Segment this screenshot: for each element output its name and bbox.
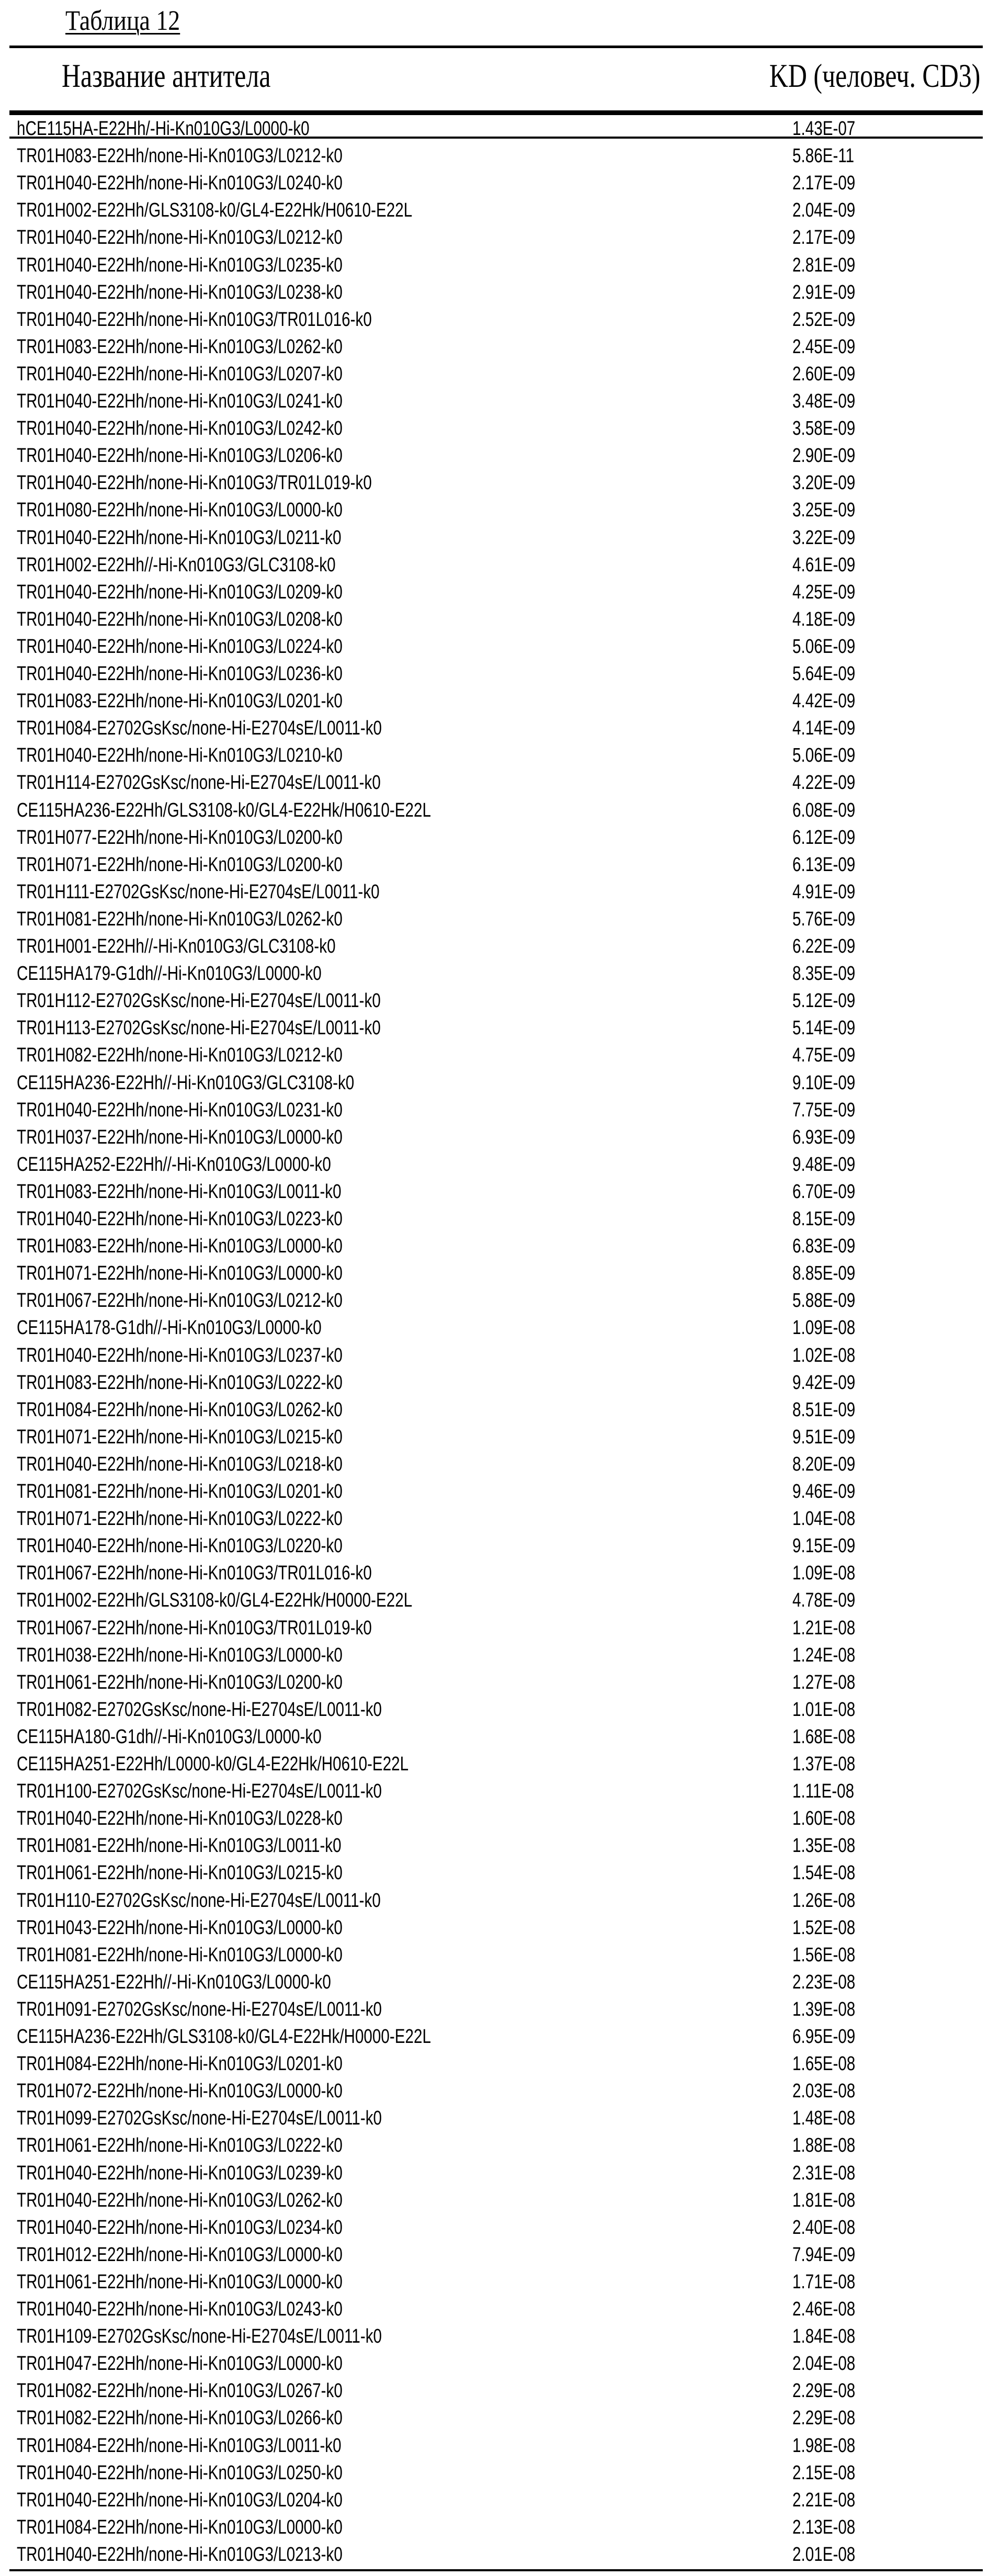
antibody-name: TR01H099-E2702GsKsc/none-Hi-E2704sE/L0011-k0 — [17, 2107, 382, 2130]
table-row — [0, 1178, 988, 1205]
table-row — [0, 1342, 988, 1369]
top-rule — [9, 46, 983, 48]
antibody-name: TR01H040-E22Hh/none-Hi-Kn010G3/L0208-k0 — [17, 608, 343, 631]
kd-value: 3.48E-09 — [792, 390, 855, 413]
table-row — [0, 1532, 988, 1560]
antibody-name: CE115HA251-E22Hh/L0000-k0/GL4-E22Hk/H0610-E22L — [17, 1753, 408, 1776]
table-row — [0, 797, 988, 824]
antibody-name: TR01H081-E22Hh/none-Hi-Kn010G3/L0000-k0 — [17, 1944, 343, 1967]
table-row — [0, 906, 988, 933]
kd-value: 8.20E-09 — [792, 1453, 855, 1476]
table-row — [0, 1451, 988, 1478]
kd-value: 4.91E-09 — [792, 881, 855, 903]
antibody-name: TR01H082-E2702GsKsc/none-Hi-E2704sE/L0011-k0 — [17, 1699, 382, 1721]
kd-value: 1.02E-08 — [792, 1345, 855, 1367]
table-row — [0, 1097, 988, 1124]
table-row — [0, 579, 988, 606]
kd-value: 4.18E-09 — [792, 608, 855, 631]
antibody-name: TR01H012-E22Hh/none-Hi-Kn010G3/L0000-k0 — [17, 2244, 343, 2266]
antibody-name: TR01H071-E22Hh/none-Hi-Kn010G3/L0000-k0 — [17, 1262, 343, 1285]
table-row — [0, 360, 988, 388]
antibody-name: TR01H040-E22Hh/none-Hi-Kn010G3/L0231-k0 — [17, 1099, 343, 1122]
antibody-name: TR01H082-E22Hh/none-Hi-Kn010G3/L0266-k0 — [17, 2407, 343, 2430]
kd-value: 9.42E-09 — [792, 1372, 855, 1394]
antibody-name: TR01H084-E22Hh/none-Hi-Kn010G3/L0011-k0 — [17, 2435, 342, 2457]
antibody-name: TR01H001-E22Hh//-Hi-Kn010G3/GLC3108-k0 — [17, 935, 336, 958]
table-row — [0, 1124, 988, 1151]
antibody-name: TR01H040-E22Hh/none-Hi-Kn010G3/L0207-k0 — [17, 363, 343, 386]
kd-value: 5.64E-09 — [792, 663, 855, 685]
antibody-name: TR01H040-E22Hh/none-Hi-Kn010G3/L0211-k0 — [17, 527, 342, 549]
antibody-name: CE115HA178-G1dh//-Hi-Kn010G3/L0000-k0 — [17, 1317, 322, 1339]
antibody-name: TR01H083-E22Hh/none-Hi-Kn010G3/L0000-k0 — [17, 1235, 343, 1258]
kd-value: 1.98E-08 — [792, 2435, 855, 2457]
antibody-name: TR01H071-E22Hh/none-Hi-Kn010G3/L0222-k0 — [17, 1508, 343, 1530]
table-row — [0, 469, 988, 496]
table-row — [0, 1696, 988, 1723]
kd-value: 1.60E-08 — [792, 1807, 855, 1830]
antibody-name: TR01H040-E22Hh/none-Hi-Kn010G3/L0243-k0 — [17, 2298, 343, 2321]
table-row — [0, 1914, 988, 1941]
antibody-name: CE115HA236-E22Hh/GLS3108-k0/GL4-E22Hk/H0610-E22L — [17, 799, 431, 822]
table-row — [0, 1042, 988, 1069]
column-header-kd: KD (человеч. CD3) — [769, 57, 980, 95]
table-row — [0, 1969, 988, 1996]
antibody-name: TR01H083-E22Hh/none-Hi-Kn010G3/L0201-k0 — [17, 690, 343, 713]
kd-value: 4.75E-09 — [792, 1044, 855, 1067]
kd-value: 2.04E-09 — [792, 199, 855, 222]
kd-value: 1.65E-08 — [792, 2053, 855, 2075]
kd-value: 8.15E-09 — [792, 1208, 855, 1230]
table-row — [0, 1151, 988, 1178]
antibody-name: TR01H083-E22Hh/none-Hi-Kn010G3/L0011-k0 — [17, 1181, 342, 1203]
table-row — [0, 2541, 988, 2568]
kd-value: 1.24E-08 — [792, 1644, 855, 1667]
table-row — [0, 333, 988, 360]
table-title: Таблица 12 — [65, 4, 180, 37]
table-row — [0, 224, 988, 251]
table-row — [0, 1669, 988, 1696]
kd-value: 1.84E-08 — [792, 2325, 855, 2348]
antibody-name: TR01H084-E22Hh/none-Hi-Kn010G3/L0262-k0 — [17, 1399, 343, 1421]
table-row — [0, 1614, 988, 1642]
antibody-name: CE115HA180-G1dh//-Hi-Kn010G3/L0000-k0 — [17, 1726, 322, 1748]
antibody-name: TR01H081-E22Hh/none-Hi-Kn010G3/L0011-k0 — [17, 1835, 342, 1857]
antibody-name: CE115HA252-E22Hh//-Hi-Kn010G3/L0000-k0 — [17, 1154, 331, 1176]
table-row — [0, 2459, 988, 2487]
antibody-name: TR01H038-E22Hh/none-Hi-Kn010G3/L0000-k0 — [17, 1644, 343, 1667]
kd-value: 6.83E-09 — [792, 1235, 855, 1258]
table-row — [0, 742, 988, 769]
kd-value: 5.86E-11 — [792, 145, 854, 167]
table-row — [0, 987, 988, 1014]
antibody-name: TR01H081-E22Hh/none-Hi-Kn010G3/L0262-k0 — [17, 908, 343, 931]
antibody-name: TR01H067-E22Hh/none-Hi-Kn010G3/TR01L016-k0 — [17, 1562, 372, 1585]
kd-value: 2.15E-08 — [792, 2462, 855, 2484]
table-row — [0, 769, 988, 796]
table-row — [0, 496, 988, 524]
kd-value: 4.14E-09 — [792, 717, 855, 740]
kd-value: 1.01E-08 — [792, 1699, 855, 1721]
antibody-name: TR01H100-E2702GsKsc/none-Hi-E2704sE/L0011-k0 — [17, 1780, 382, 1803]
table-row — [0, 2023, 988, 2050]
kd-value: 2.45E-09 — [792, 336, 855, 358]
kd-value: 3.20E-09 — [792, 472, 855, 494]
table-row — [0, 170, 988, 197]
table-row — [0, 824, 988, 851]
antibody-name: TR01H061-E22Hh/none-Hi-Kn010G3/L0222-k0 — [17, 2134, 343, 2157]
kd-value: 3.58E-09 — [792, 417, 855, 440]
table-row — [0, 115, 988, 142]
antibody-name: TR01H040-E22Hh/none-Hi-Kn010G3/TR01L019-k0 — [17, 472, 372, 494]
kd-value: 6.13E-09 — [792, 854, 855, 876]
kd-value: 3.25E-09 — [792, 499, 855, 522]
antibody-name: TR01H002-E22Hh/GLS3108-k0/GL4-E22Hk/H0000-E22L — [17, 1589, 412, 1612]
kd-value: 6.12E-09 — [792, 827, 855, 849]
kd-value: 8.85E-09 — [792, 1262, 855, 1285]
table-row — [0, 2241, 988, 2268]
table-row — [0, 279, 988, 306]
kd-value: 5.88E-09 — [792, 1290, 855, 1312]
table-row — [0, 1723, 988, 1750]
kd-value: 9.51E-09 — [792, 1426, 855, 1449]
table-row — [0, 1423, 988, 1451]
table-row — [0, 2323, 988, 2350]
table-row — [0, 1805, 988, 1832]
kd-value: 8.51E-09 — [792, 1399, 855, 1421]
antibody-name: TR01H109-E2702GsKsc/none-Hi-E2704sE/L0011-k0 — [17, 2325, 382, 2348]
table-row — [0, 933, 988, 960]
kd-value: 6.93E-09 — [792, 1126, 855, 1149]
antibody-name: TR01H081-E22Hh/none-Hi-Kn010G3/L0201-k0 — [17, 1481, 343, 1503]
table-row — [0, 2432, 988, 2459]
kd-value: 2.31E-08 — [792, 2162, 855, 2185]
kd-value: 4.22E-09 — [792, 772, 855, 794]
kd-value: 1.43E-07 — [792, 118, 855, 140]
kd-value: 1.56E-08 — [792, 1944, 855, 1967]
kd-value: 1.54E-08 — [792, 1862, 855, 1884]
table-row — [0, 1750, 988, 1778]
bottom-rule — [9, 2569, 983, 2571]
table-row — [0, 197, 988, 224]
antibody-name: TR01H040-E22Hh/none-Hi-Kn010G3/L0242-k0 — [17, 417, 343, 440]
table-row — [0, 2187, 988, 2214]
kd-value: 2.17E-09 — [792, 227, 855, 249]
antibody-name: TR01H040-E22Hh/none-Hi-Kn010G3/L0239-k0 — [17, 2162, 343, 2185]
antibody-name: TR01H040-E22Hh/none-Hi-Kn010G3/L0237-k0 — [17, 1345, 343, 1367]
kd-value: 1.26E-08 — [792, 1890, 855, 1912]
column-header-name: Название антитела — [62, 57, 271, 95]
kd-value: 1.39E-08 — [792, 1998, 855, 2021]
kd-value: 1.27E-08 — [792, 1671, 855, 1694]
table-row — [0, 1560, 988, 1587]
antibody-name: TR01H040-E22Hh/none-Hi-Kn010G3/L0250-k0 — [17, 2462, 343, 2484]
antibody-name: TR01H040-E22Hh/none-Hi-Kn010G3/L0238-k0 — [17, 281, 343, 304]
table-row — [0, 1369, 988, 1396]
table-row — [0, 1859, 988, 1886]
kd-value: 3.22E-09 — [792, 527, 855, 549]
table-row — [0, 2160, 988, 2187]
table-row — [0, 687, 988, 715]
table-row — [0, 1642, 988, 1669]
kd-value: 2.46E-08 — [792, 2298, 855, 2321]
kd-value: 9.15E-09 — [792, 1535, 855, 1557]
antibody-name: TR01H083-E22Hh/none-Hi-Kn010G3/L0212-k0 — [17, 145, 343, 167]
table-row — [0, 878, 988, 906]
antibody-name: TR01H040-E22Hh/none-Hi-Kn010G3/L0223-k0 — [17, 1208, 343, 1230]
antibody-name: TR01H002-E22Hh/GLS3108-k0/GL4-E22Hk/H0610-E22L — [17, 199, 412, 222]
kd-value: 4.61E-09 — [792, 554, 855, 577]
table-row — [0, 142, 988, 170]
table-row — [0, 2377, 988, 2404]
kd-value: 1.21E-08 — [792, 1617, 855, 1640]
kd-value: 2.60E-09 — [792, 363, 855, 386]
kd-value: 9.48E-09 — [792, 1154, 855, 1176]
antibody-name: CE115HA251-E22Hh//-Hi-Kn010G3/L0000-k0 — [17, 1971, 331, 1994]
antibody-name: TR01H067-E22Hh/none-Hi-Kn010G3/L0212-k0 — [17, 1290, 343, 1312]
kd-value: 1.88E-08 — [792, 2134, 855, 2157]
antibody-name: TR01H040-E22Hh/none-Hi-Kn010G3/L0241-k0 — [17, 390, 343, 413]
antibody-name: TR01H061-E22Hh/none-Hi-Kn010G3/L0200-k0 — [17, 1671, 343, 1694]
antibody-name: CE115HA236-E22Hh/GLS3108-k0/GL4-E22Hk/H0000-E22L — [17, 2026, 431, 2048]
antibody-name: TR01H080-E22Hh/none-Hi-Kn010G3/L0000-k0 — [17, 499, 343, 522]
antibody-name: TR01H040-E22Hh/none-Hi-Kn010G3/L0213-k0 — [17, 2544, 343, 2566]
table-row — [0, 960, 988, 987]
table-row — [0, 1069, 988, 1097]
kd-value: 5.06E-09 — [792, 636, 855, 658]
table-row — [0, 2514, 988, 2541]
kd-value: 5.14E-09 — [792, 1017, 855, 1040]
kd-value: 4.78E-09 — [792, 1589, 855, 1612]
table-row — [0, 1260, 988, 1287]
table-row — [0, 388, 988, 415]
kd-value: 5.12E-09 — [792, 990, 855, 1012]
antibody-name: CE115HA179-G1dh//-Hi-Kn010G3/L0000-k0 — [17, 963, 322, 985]
table-row — [0, 2077, 988, 2105]
antibody-name: TR01H091-E2702GsKsc/none-Hi-E2704sE/L0011-k0 — [17, 1998, 382, 2021]
table-row — [0, 851, 988, 878]
kd-value: 2.13E-08 — [792, 2516, 855, 2539]
kd-value: 1.11E-08 — [792, 1780, 854, 1803]
antibody-name: TR01H067-E22Hh/none-Hi-Kn010G3/TR01L019-k0 — [17, 1617, 372, 1640]
table-row — [0, 1505, 988, 1532]
table-row — [0, 606, 988, 633]
kd-value: 9.46E-09 — [792, 1481, 855, 1503]
table-row — [0, 633, 988, 660]
antibody-name: TR01H082-E22Hh/none-Hi-Kn010G3/L0267-k0 — [17, 2380, 343, 2402]
antibody-name: TR01H071-E22Hh/none-Hi-Kn010G3/L0200-k0 — [17, 854, 343, 876]
kd-value: 2.23E-08 — [792, 1971, 855, 1994]
kd-value: 1.48E-08 — [792, 2107, 855, 2130]
antibody-name: TR01H040-E22Hh/none-Hi-Kn010G3/L0212-k0 — [17, 227, 343, 249]
table-row — [0, 2105, 988, 2132]
antibody-name: TR01H083-E22Hh/none-Hi-Kn010G3/L0222-k0 — [17, 1372, 343, 1394]
kd-value: 1.09E-08 — [792, 1317, 855, 1339]
kd-value: 5.76E-09 — [792, 908, 855, 931]
kd-value: 2.01E-08 — [792, 2544, 855, 2566]
kd-value: 1.09E-08 — [792, 1562, 855, 1585]
table-row — [0, 2050, 988, 2077]
antibody-name: TR01H110-E2702GsKsc/none-Hi-E2704sE/L0011-k0 — [17, 1890, 381, 1912]
kd-value: 7.94E-09 — [792, 2244, 855, 2266]
table-row — [0, 2350, 988, 2377]
antibody-name: TR01H040-E22Hh/none-Hi-Kn010G3/L0262-k0 — [17, 2189, 343, 2212]
table-row — [0, 1287, 988, 1314]
table-row — [0, 524, 988, 551]
kd-value: 2.03E-08 — [792, 2080, 855, 2103]
kd-value: 1.81E-08 — [792, 2189, 855, 2212]
antibody-name: TR01H047-E22Hh/none-Hi-Kn010G3/L0000-k0 — [17, 2353, 343, 2375]
table-row — [0, 2132, 988, 2159]
antibody-name: TR01H111-E2702GsKsc/none-Hi-E2704sE/L0011-k0 — [17, 881, 380, 903]
table-row — [0, 306, 988, 333]
table-row — [0, 1887, 988, 1914]
table-row — [0, 1314, 988, 1341]
antibody-name: TR01H040-E22Hh/none-Hi-Kn010G3/L0204-k0 — [17, 2489, 343, 2512]
table-row — [0, 442, 988, 469]
antibody-name: TR01H040-E22Hh/none-Hi-Kn010G3/L0240-k0 — [17, 172, 343, 195]
kd-value: 2.90E-09 — [792, 445, 855, 467]
kd-value: 1.52E-08 — [792, 1917, 855, 1939]
antibody-name: CE115HA236-E22Hh//-Hi-Kn010G3/GLC3108-k0 — [17, 1072, 354, 1094]
antibody-name: TR01H037-E22Hh/none-Hi-Kn010G3/L0000-k0 — [17, 1126, 343, 1149]
antibody-name: TR01H071-E22Hh/none-Hi-Kn010G3/L0215-k0 — [17, 1426, 343, 1449]
antibody-name: TR01H040-E22Hh/none-Hi-Kn010G3/TR01L016-k0 — [17, 309, 372, 331]
antibody-name: TR01H113-E2702GsKsc/none-Hi-E2704sE/L0011-k0 — [17, 1017, 381, 1040]
kd-value: 6.22E-09 — [792, 935, 855, 958]
kd-value: 1.37E-08 — [792, 1753, 855, 1776]
table-row — [0, 2487, 988, 2514]
kd-value: 6.70E-09 — [792, 1181, 855, 1203]
kd-value: 2.52E-09 — [792, 309, 855, 331]
table-row — [0, 1478, 988, 1505]
antibody-name: TR01H061-E22Hh/none-Hi-Kn010G3/L0000-k0 — [17, 2271, 343, 2293]
antibody-name: TR01H084-E22Hh/none-Hi-Kn010G3/L0000-k0 — [17, 2516, 343, 2539]
table-row — [0, 415, 988, 442]
antibody-name: hCE115HA-E22Hh/-Hi-Kn010G3/L0000-k0 — [17, 118, 310, 140]
table-row — [0, 2296, 988, 2323]
header-rule — [9, 110, 983, 115]
table-row — [0, 1396, 988, 1423]
antibody-name: TR01H084-E2702GsKsc/none-Hi-E2704sE/L0011-k0 — [17, 717, 382, 740]
kd-value: 6.08E-09 — [792, 799, 855, 822]
kd-value: 5.06E-09 — [792, 744, 855, 767]
kd-value: 8.35E-09 — [792, 963, 855, 985]
kd-value: 2.21E-08 — [792, 2489, 855, 2512]
table-row — [0, 2404, 988, 2432]
antibody-name: TR01H040-E22Hh/none-Hi-Kn010G3/L0228-k0 — [17, 1807, 343, 1830]
table-row — [0, 1205, 988, 1233]
antibody-name: TR01H040-E22Hh/none-Hi-Kn010G3/L0206-k0 — [17, 445, 343, 467]
kd-value: 2.91E-09 — [792, 281, 855, 304]
kd-value: 1.68E-08 — [792, 1726, 855, 1748]
table-row — [0, 1587, 988, 1614]
table-row — [0, 252, 988, 279]
antibody-name: TR01H112-E2702GsKsc/none-Hi-E2704sE/L0011-k0 — [17, 990, 381, 1012]
kd-value: 2.04E-08 — [792, 2353, 855, 2375]
kd-value: 2.29E-08 — [792, 2407, 855, 2430]
antibody-name: TR01H040-E22Hh/none-Hi-Kn010G3/L0210-k0 — [17, 744, 343, 767]
table-row — [0, 2268, 988, 2296]
antibody-name: TR01H084-E22Hh/none-Hi-Kn010G3/L0201-k0 — [17, 2053, 343, 2075]
table-row — [0, 715, 988, 742]
kd-value: 9.10E-09 — [792, 1072, 855, 1094]
kd-value: 1.04E-08 — [792, 1508, 855, 1530]
kd-value: 4.42E-09 — [792, 690, 855, 713]
kd-value: 2.17E-09 — [792, 172, 855, 195]
antibody-name: TR01H114-E2702GsKsc/none-Hi-E2704sE/L0011-k0 — [17, 772, 381, 794]
table-row — [0, 1233, 988, 1260]
antibody-name: TR01H040-E22Hh/none-Hi-Kn010G3/L0218-k0 — [17, 1453, 343, 1476]
antibody-name: TR01H040-E22Hh/none-Hi-Kn010G3/L0224-k0 — [17, 636, 343, 658]
kd-value: 1.71E-08 — [792, 2271, 855, 2293]
kd-value: 2.40E-08 — [792, 2217, 855, 2239]
table-row — [0, 660, 988, 687]
antibody-name: TR01H040-E22Hh/none-Hi-Kn010G3/L0220-k0 — [17, 1535, 343, 1557]
antibody-name: TR01H083-E22Hh/none-Hi-Kn010G3/L0262-k0 — [17, 336, 343, 358]
antibody-name: TR01H040-E22Hh/none-Hi-Kn010G3/L0234-k0 — [17, 2217, 343, 2239]
table-row — [0, 2214, 988, 2241]
table-row — [0, 1778, 988, 1805]
antibody-name: TR01H040-E22Hh/none-Hi-Kn010G3/L0236-k0 — [17, 663, 343, 685]
kd-value: 2.29E-08 — [792, 2380, 855, 2402]
table-row — [0, 1996, 988, 2023]
antibody-name: TR01H082-E22Hh/none-Hi-Kn010G3/L0212-k0 — [17, 1044, 343, 1067]
kd-value: 2.81E-09 — [792, 254, 855, 277]
kd-value: 4.25E-09 — [792, 581, 855, 604]
table-row — [0, 1832, 988, 1859]
antibody-name: TR01H002-E22Hh//-Hi-Kn010G3/GLC3108-k0 — [17, 554, 336, 577]
kd-value: 7.75E-09 — [792, 1099, 855, 1122]
antibody-name: TR01H040-E22Hh/none-Hi-Kn010G3/L0209-k0 — [17, 581, 343, 604]
table-row — [0, 1941, 988, 1969]
table-row — [0, 551, 988, 579]
antibody-name: TR01H040-E22Hh/none-Hi-Kn010G3/L0235-k0 — [17, 254, 343, 277]
kd-value: 1.35E-08 — [792, 1835, 855, 1857]
antibody-name: TR01H077-E22Hh/none-Hi-Kn010G3/L0200-k0 — [17, 827, 343, 849]
kd-value: 6.95E-09 — [792, 2026, 855, 2048]
antibody-name: TR01H043-E22Hh/none-Hi-Kn010G3/L0000-k0 — [17, 1917, 343, 1939]
table-row — [0, 1014, 988, 1042]
antibody-name: TR01H061-E22Hh/none-Hi-Kn010G3/L0215-k0 — [17, 1862, 343, 1884]
antibody-name: TR01H072-E22Hh/none-Hi-Kn010G3/L0000-k0 — [17, 2080, 343, 2103]
